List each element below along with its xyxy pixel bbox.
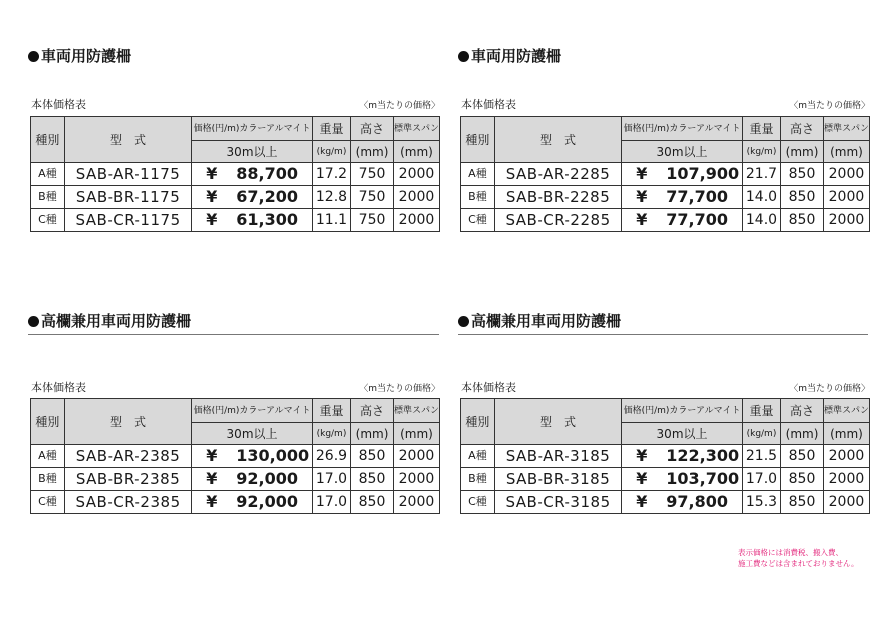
- price-value: 97,800: [666, 492, 728, 511]
- header-span-unit: (mm): [823, 423, 869, 445]
- header-height: 高さ: [351, 117, 394, 141]
- section-title: 車両用防護柵: [471, 47, 562, 65]
- table-row: [31, 491, 440, 514]
- header-height-unit: (mm): [781, 423, 824, 445]
- table-header-row: [31, 117, 440, 141]
- table-caption-row: [30, 379, 440, 395]
- weight-cell: 17.0: [742, 468, 780, 491]
- section-heading-block: [458, 45, 868, 67]
- model-cell: SAB-BR-2385: [64, 468, 191, 491]
- bullet-icon: [28, 316, 39, 327]
- price-cell: [192, 163, 313, 186]
- height-cell: 750: [351, 163, 394, 186]
- heading-divider: [28, 334, 439, 335]
- span-cell: 2000: [823, 445, 869, 468]
- type-cell: B種: [31, 186, 65, 209]
- weight-cell: 14.0: [742, 209, 780, 232]
- table-row: [31, 186, 440, 209]
- section-heading-block: [458, 310, 868, 335]
- price-table: [460, 116, 870, 232]
- header-span-unit: (mm): [393, 141, 439, 163]
- section-title: 高欄兼用車両用防護柵: [471, 312, 622, 330]
- table-row: [461, 491, 870, 514]
- span-cell: 2000: [823, 491, 869, 514]
- header-height-unit: (mm): [351, 141, 394, 163]
- model-cell: SAB-CR-2385: [64, 491, 191, 514]
- header-price: 価格(円/m)カラーアルマイト: [192, 117, 313, 141]
- header-model: 型 式: [64, 399, 191, 445]
- header-span: 標準スパン: [823, 117, 869, 141]
- yen-symbol: ¥: [636, 210, 648, 229]
- price-cell: [622, 445, 743, 468]
- header-model: 型 式: [64, 117, 191, 163]
- height-cell: 850: [781, 209, 824, 232]
- height-cell: 850: [351, 491, 394, 514]
- header-quantity: 30m以上: [192, 423, 313, 445]
- unit-note: 〈m当たりの価格〉: [789, 384, 870, 394]
- price-cell: [622, 186, 743, 209]
- price-value: 61,300: [236, 210, 298, 229]
- header-height: 高さ: [781, 117, 824, 141]
- price-cell: [622, 163, 743, 186]
- model-cell: SAB-CR-1175: [64, 209, 191, 232]
- model-cell: SAB-CR-3185: [494, 491, 621, 514]
- header-weight-unit: (kg/m): [742, 141, 780, 163]
- type-cell: C種: [461, 209, 495, 232]
- yen-symbol: ¥: [206, 164, 218, 183]
- height-cell: 850: [781, 186, 824, 209]
- yen-symbol: ¥: [636, 469, 648, 488]
- price-value: 103,700: [666, 469, 740, 488]
- price-cell: [192, 209, 313, 232]
- table-caption-row: [460, 379, 870, 395]
- section-heading-block: [28, 310, 439, 335]
- footnote-line-2: 施工費などは含まれておりません。: [738, 559, 859, 568]
- bullet-icon: [28, 51, 39, 62]
- price-value: 92,000: [236, 469, 298, 488]
- header-kind: 種別: [461, 399, 495, 445]
- height-cell: 750: [351, 209, 394, 232]
- weight-cell: 17.0: [312, 468, 350, 491]
- type-cell: B種: [31, 468, 65, 491]
- price-table: [30, 116, 440, 232]
- header-price: 価格(円/m)カラーアルマイト: [192, 399, 313, 423]
- type-cell: A種: [461, 163, 495, 186]
- weight-cell: 11.1: [312, 209, 350, 232]
- yen-symbol: ¥: [206, 469, 218, 488]
- height-cell: 850: [781, 163, 824, 186]
- type-cell: C種: [461, 491, 495, 514]
- span-cell: 2000: [393, 468, 439, 491]
- bullet-icon: [458, 316, 469, 327]
- section-heading: [28, 310, 439, 332]
- section-heading: [28, 45, 439, 67]
- table-row: [461, 209, 870, 232]
- model-cell: SAB-AR-2285: [494, 163, 621, 186]
- table-subtitle: 本体価格表: [461, 381, 516, 394]
- header-price: 価格(円/m)カラーアルマイト: [622, 399, 743, 423]
- span-cell: 2000: [393, 445, 439, 468]
- bullet-icon: [458, 51, 469, 62]
- header-kind: 種別: [461, 117, 495, 163]
- header-span-unit: (mm): [823, 141, 869, 163]
- price-cell: [192, 445, 313, 468]
- section-title: 高欄兼用車両用防護柵: [41, 312, 192, 330]
- table-row: [31, 209, 440, 232]
- price-table: [30, 398, 440, 514]
- span-cell: 2000: [823, 186, 869, 209]
- price-footnote: [738, 547, 858, 569]
- table-subtitle: 本体価格表: [31, 381, 86, 394]
- height-cell: 850: [781, 468, 824, 491]
- height-cell: 850: [781, 445, 824, 468]
- table-header-row: [31, 399, 440, 423]
- type-cell: B種: [461, 186, 495, 209]
- model-cell: SAB-BR-3185: [494, 468, 621, 491]
- header-height-unit: (mm): [351, 423, 394, 445]
- height-cell: 750: [351, 186, 394, 209]
- price-value: 92,000: [236, 492, 298, 511]
- type-cell: C種: [31, 491, 65, 514]
- weight-cell: 26.9: [312, 445, 350, 468]
- price-cell: [622, 491, 743, 514]
- type-cell: C種: [31, 209, 65, 232]
- header-model: 型 式: [494, 117, 621, 163]
- type-cell: A種: [31, 445, 65, 468]
- price-value: 88,700: [236, 164, 298, 183]
- yen-symbol: ¥: [636, 187, 648, 206]
- table-row: [31, 468, 440, 491]
- header-height-unit: (mm): [781, 141, 824, 163]
- model-cell: SAB-AR-2385: [64, 445, 191, 468]
- price-value: 107,900: [666, 164, 740, 183]
- span-cell: 2000: [823, 163, 869, 186]
- heading-divider: [458, 334, 868, 335]
- header-weight: 重量: [742, 399, 780, 423]
- header-kind: 種別: [31, 117, 65, 163]
- weight-cell: 15.3: [742, 491, 780, 514]
- header-model: 型 式: [494, 399, 621, 445]
- table-row: [31, 163, 440, 186]
- section-title: 車両用防護柵: [41, 47, 132, 65]
- span-cell: 2000: [393, 209, 439, 232]
- table-row: [461, 163, 870, 186]
- header-weight-unit: (kg/m): [742, 423, 780, 445]
- header-weight: 重量: [312, 399, 350, 423]
- header-weight-unit: (kg/m): [312, 141, 350, 163]
- table-row: [31, 445, 440, 468]
- height-cell: 850: [351, 445, 394, 468]
- span-cell: 2000: [823, 468, 869, 491]
- table-row: [461, 186, 870, 209]
- unit-note: 〈m当たりの価格〉: [359, 101, 440, 111]
- section-heading: [458, 45, 868, 67]
- span-cell: 2000: [393, 163, 439, 186]
- header-weight: 重量: [742, 117, 780, 141]
- table-caption-row: [30, 96, 440, 112]
- header-weight: 重量: [312, 117, 350, 141]
- model-cell: SAB-AR-3185: [494, 445, 621, 468]
- header-quantity: 30m以上: [622, 423, 743, 445]
- footnote-line-1: 表示価格には消費税、搬入費、: [738, 548, 843, 557]
- table-header-row: [461, 399, 870, 423]
- header-span: 標準スパン: [823, 399, 869, 423]
- model-cell: SAB-AR-1175: [64, 163, 191, 186]
- table-header-row: [461, 117, 870, 141]
- span-cell: 2000: [393, 491, 439, 514]
- unit-note: 〈m当たりの価格〉: [359, 384, 440, 394]
- weight-cell: 21.5: [742, 445, 780, 468]
- price-value: 77,700: [666, 187, 728, 206]
- model-cell: SAB-CR-2285: [494, 209, 621, 232]
- yen-symbol: ¥: [206, 210, 218, 229]
- price-value: 77,700: [666, 210, 728, 229]
- price-cell: [192, 186, 313, 209]
- model-cell: SAB-BR-2285: [494, 186, 621, 209]
- span-cell: 2000: [393, 186, 439, 209]
- model-cell: SAB-BR-1175: [64, 186, 191, 209]
- header-height: 高さ: [351, 399, 394, 423]
- price-value: 130,000: [236, 446, 310, 465]
- weight-cell: 14.0: [742, 186, 780, 209]
- table-subtitle: 本体価格表: [461, 98, 516, 111]
- yen-symbol: ¥: [206, 446, 218, 465]
- price-cell: [192, 491, 313, 514]
- header-height: 高さ: [781, 399, 824, 423]
- price-cell: [622, 209, 743, 232]
- table-row: [461, 445, 870, 468]
- header-quantity: 30m以上: [192, 141, 313, 163]
- price-table: [460, 398, 870, 514]
- table-subtitle: 本体価格表: [31, 98, 86, 111]
- header-span: 標準スパン: [393, 117, 439, 141]
- height-cell: 850: [781, 491, 824, 514]
- table-row: [461, 468, 870, 491]
- price-cell: [192, 468, 313, 491]
- span-cell: 2000: [823, 209, 869, 232]
- weight-cell: 21.7: [742, 163, 780, 186]
- weight-cell: 17.0: [312, 491, 350, 514]
- unit-note: 〈m当たりの価格〉: [789, 101, 870, 111]
- yen-symbol: ¥: [636, 492, 648, 511]
- type-cell: A種: [31, 163, 65, 186]
- weight-cell: 12.8: [312, 186, 350, 209]
- yen-symbol: ¥: [636, 446, 648, 465]
- section-heading: [458, 310, 868, 332]
- yen-symbol: ¥: [206, 187, 218, 206]
- table-caption-row: [460, 96, 870, 112]
- header-span-unit: (mm): [393, 423, 439, 445]
- yen-symbol: ¥: [636, 164, 648, 183]
- price-cell: [622, 468, 743, 491]
- price-value: 122,300: [666, 446, 740, 465]
- header-weight-unit: (kg/m): [312, 423, 350, 445]
- header-quantity: 30m以上: [622, 141, 743, 163]
- header-span: 標準スパン: [393, 399, 439, 423]
- price-value: 67,200: [236, 187, 298, 206]
- type-cell: A種: [461, 445, 495, 468]
- header-price: 価格(円/m)カラーアルマイト: [622, 117, 743, 141]
- weight-cell: 17.2: [312, 163, 350, 186]
- type-cell: B種: [461, 468, 495, 491]
- section-heading-block: [28, 45, 439, 67]
- header-kind: 種別: [31, 399, 65, 445]
- yen-symbol: ¥: [206, 492, 218, 511]
- height-cell: 850: [351, 468, 394, 491]
